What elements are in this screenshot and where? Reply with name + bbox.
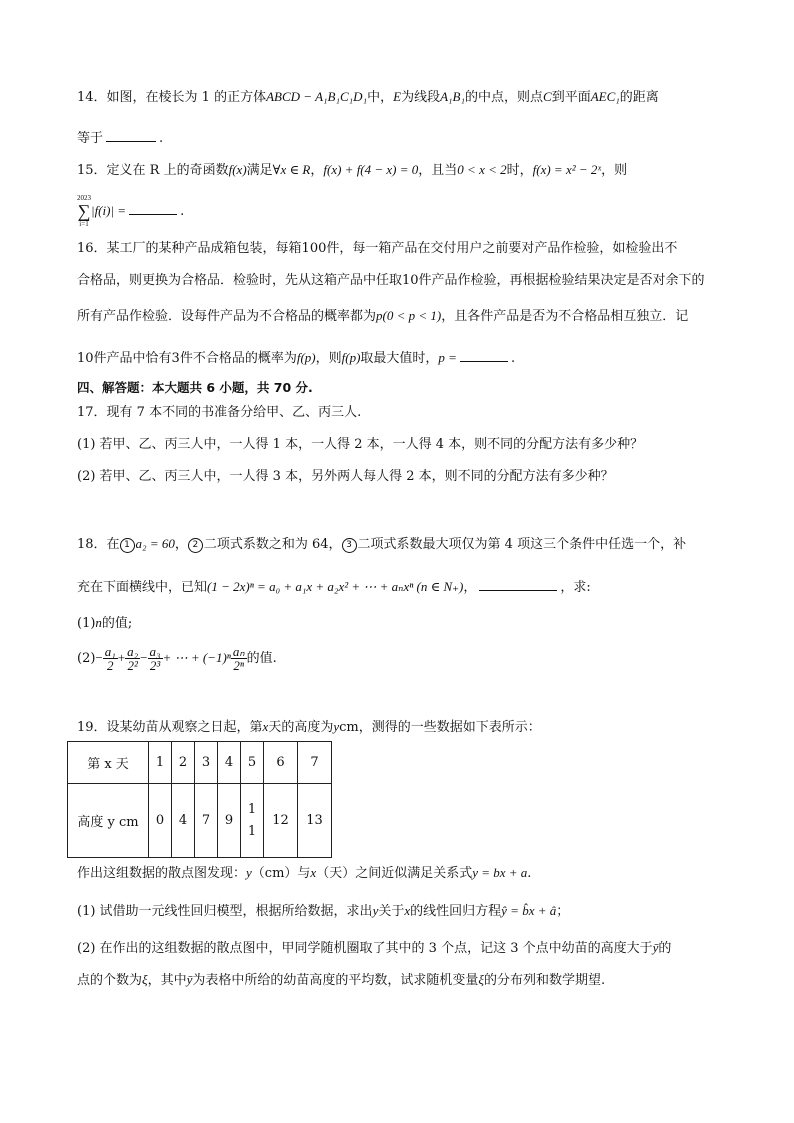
q16-text: . bbox=[510, 351, 516, 366]
q19-part2-line2 bbox=[77, 971, 734, 990]
q19-text: cm，测得的一些数据如下表所示： bbox=[339, 720, 541, 735]
q15-text: 时， bbox=[506, 163, 533, 178]
q18-number: 18．在 bbox=[77, 537, 120, 552]
q14-text: 的中点，则点 bbox=[465, 90, 544, 105]
q18-text: ， bbox=[463, 580, 477, 595]
q16-math: p = bbox=[438, 350, 457, 365]
q14-plane: AEC₁ bbox=[590, 89, 620, 104]
q19-part1 bbox=[77, 902, 734, 921]
q15-text: 满足 bbox=[246, 163, 273, 178]
q19-text: (1) 试借助一元线性回归模型，根据所给数据，求出 bbox=[77, 904, 373, 919]
q14-line1 bbox=[77, 88, 734, 107]
q16-math: p(0 < p < 1) bbox=[376, 308, 442, 323]
table-row bbox=[68, 742, 332, 784]
q19-text: ，其中 bbox=[147, 973, 187, 988]
fraction bbox=[231, 645, 247, 672]
q19-text: ； bbox=[556, 904, 570, 919]
q19-text: （天）之间近似满足关系式 bbox=[316, 866, 473, 881]
q14-text: . bbox=[159, 131, 164, 146]
q16-text: 合格品，则更换为合格品．检验时，先从这箱产品中任取10件产品作检验，再根据检验结果决定是否对余下的 bbox=[77, 273, 705, 288]
height-cell: 4 bbox=[172, 784, 195, 858]
section-heading: 四、解答题：本大题共 6 小题，共 70 分. bbox=[77, 380, 313, 395]
fraction bbox=[103, 645, 118, 672]
q19-text: 的 bbox=[658, 941, 672, 956]
q16-line2 bbox=[77, 272, 734, 290]
q16-answer-blank[interactable] bbox=[460, 347, 508, 362]
q15-math: f(x) + f(4 − x) = 0 bbox=[323, 162, 419, 177]
row-label-height: 高度 y cm bbox=[68, 784, 149, 858]
q14-text: 如图，在棱长为 1 的正方体 bbox=[106, 90, 267, 105]
q14-point-c: C bbox=[543, 89, 552, 104]
q19-regression: ŷ = b̂x + â bbox=[501, 903, 557, 918]
q18-math: + ⋯ + (−1)ⁿ bbox=[162, 650, 231, 665]
sum-lower: i=1 bbox=[79, 220, 89, 228]
sum-sigma: ∑ bbox=[77, 201, 91, 221]
q18-condition-blank[interactable] bbox=[479, 576, 557, 591]
q16-line4 bbox=[77, 347, 734, 368]
q15-math: f(x) = x² − 2ˣ bbox=[532, 162, 602, 177]
circled-two: 2 bbox=[188, 538, 203, 553]
q19-math: ξ bbox=[142, 972, 148, 987]
q19-text: 的线性回归方程 bbox=[410, 904, 502, 919]
q14-answer-blank[interactable] bbox=[106, 127, 156, 142]
q15-math: 0 < x < 2 bbox=[457, 162, 507, 177]
q14-segment: A₁B₁ bbox=[440, 89, 465, 104]
day-cell: 4 bbox=[218, 742, 241, 784]
q15-text: ，则 bbox=[601, 163, 628, 178]
q19-line1 bbox=[77, 718, 734, 737]
height-cell: 1 1 bbox=[241, 784, 264, 858]
day-cell: 2 bbox=[172, 742, 195, 784]
height-cell: 7 bbox=[195, 784, 218, 858]
day-cell: 7 bbox=[298, 742, 332, 784]
frac-den: 2² bbox=[127, 658, 138, 673]
q19-math: x bbox=[262, 719, 269, 734]
q18-option2: 二项式系数之和为 64， bbox=[203, 537, 342, 552]
q14-line2 bbox=[77, 127, 734, 148]
q16-text: 所有产品作检验．设每件产品为不合格品的概率都为 bbox=[77, 309, 377, 324]
q16-text: 取最大值时， bbox=[360, 351, 439, 366]
height-cell: 13 bbox=[298, 784, 332, 858]
q19-text: 作出这组数据的散点图发现： bbox=[77, 866, 247, 881]
q16-text: 10件产品中恰有3件不合格品的概率为 bbox=[77, 351, 297, 366]
day-cell: 6 bbox=[264, 742, 298, 784]
q19-text: . bbox=[527, 866, 532, 881]
q15-text: . bbox=[180, 204, 185, 219]
q15-line2 bbox=[77, 194, 734, 229]
q18-text: 的值. bbox=[246, 651, 277, 666]
height-cell: 12 bbox=[264, 784, 298, 858]
q16-math: f(p) bbox=[341, 350, 361, 365]
q19-math: y bbox=[372, 903, 379, 918]
q16-line3 bbox=[77, 307, 734, 326]
q14-text: 到平面 bbox=[551, 90, 591, 105]
q18-line2 bbox=[77, 576, 734, 597]
frac-num: a₂ bbox=[127, 644, 139, 659]
day-cell: 5 bbox=[241, 742, 264, 784]
q18-part2: (2)− $\frac{\text{a₁}}{2}$ + $\frac{\text{a₂}}{\text{2²}}$ − $\frac{\text{a₃}}{\text{2³}}$ + ⋯ + (−1)ⁿ $\frac{\text{aₙ}}{\text{2ⁿ}}$ 的值. bbox=[77, 644, 277, 673]
q18-text: 的值; bbox=[101, 616, 133, 631]
q14-point-e: E bbox=[393, 89, 402, 104]
q19-text: (2) 在作出的这组数据的散点图中，甲同学随机圈取了其中的 3 个点，记这 3 个点中幼苗的高度大于 bbox=[77, 941, 653, 956]
q14-text: 为线段 bbox=[401, 90, 441, 105]
q19-text: 为表格中所给的幼苗高度的平均数，试求随机变量 bbox=[192, 973, 479, 988]
height-cell: 9 bbox=[218, 784, 241, 858]
q18-option1: a₂ = 60 bbox=[135, 536, 175, 551]
q14-cube-expr: ABCD − A₁B₁C₁D₁ bbox=[266, 89, 368, 104]
q18-option3: 二项式系数最大项仅为第 4 项这三个条件中任选一个，补 bbox=[357, 537, 687, 552]
q15-line1 bbox=[77, 161, 734, 180]
q19-text: （cm）与 bbox=[251, 866, 311, 881]
growth-data-table bbox=[67, 741, 332, 858]
q15-summation bbox=[77, 194, 91, 229]
q19-math: y bbox=[333, 719, 340, 734]
q18-math: n bbox=[95, 615, 102, 630]
q18-text: 充在下面横线中，已知 bbox=[77, 580, 208, 595]
q15-math: f(x) bbox=[228, 162, 247, 177]
q19-math: ȳ bbox=[186, 972, 193, 987]
frac-num: aₙ bbox=[232, 644, 245, 659]
q16-text: 某工厂的某种产品成箱包装，每箱100件，每一箱产品在交付用户之前要对产品作检验，如检验出不 bbox=[106, 241, 678, 256]
q15-text: 定义在 R 上的奇函数 bbox=[106, 163, 229, 178]
q15-answer-blank[interactable] bbox=[129, 200, 177, 215]
q15-number: 15． bbox=[77, 163, 107, 178]
q19-part2-line1 bbox=[77, 939, 734, 958]
q15-math: |f(i)| = bbox=[91, 203, 127, 218]
q18-text: ， bbox=[174, 537, 188, 552]
circled-three: 3 bbox=[342, 538, 357, 553]
q18-text: ，求: bbox=[560, 580, 591, 595]
q18-part1 bbox=[77, 614, 734, 633]
q16-text: ，则 bbox=[315, 351, 342, 366]
q14-text: 中， bbox=[367, 90, 394, 105]
q18-line1 bbox=[77, 535, 734, 554]
q19-math: ξ bbox=[478, 972, 484, 987]
q14-text: 的距离 bbox=[619, 90, 659, 105]
q18-text: (2) bbox=[77, 651, 96, 666]
circled-one: 1 bbox=[120, 538, 135, 553]
day-cell: 1 bbox=[149, 742, 172, 784]
day-cell: 3 bbox=[195, 742, 218, 784]
q19-line2 bbox=[77, 864, 734, 883]
q15-math: ∀x ∈ R bbox=[272, 162, 311, 177]
q18-expansion: (1 − 2x)ⁿ = a₀ + a₁x + a₂x² + ⋯ + aₙxⁿ (n ∈ N₊) bbox=[207, 579, 464, 594]
q16-math: f(p) bbox=[296, 350, 316, 365]
frac-num: a₁ bbox=[104, 644, 116, 659]
fraction bbox=[148, 645, 163, 672]
frac-num: a₃ bbox=[149, 644, 161, 659]
q16-number: 16． bbox=[77, 241, 107, 256]
q19-text: 天的高度为 bbox=[268, 720, 334, 735]
q17-line1: 17．现有 7 本不同的书准备分给甲、乙、丙三人. bbox=[77, 405, 362, 420]
q14-text: 等于 bbox=[77, 131, 104, 146]
row-label-day: 第 x 天 bbox=[68, 742, 149, 784]
q16-line1 bbox=[77, 240, 734, 258]
frac-den: 2ⁿ bbox=[233, 658, 245, 673]
height-cell: 0 bbox=[149, 784, 172, 858]
q19-math: y bbox=[246, 865, 252, 880]
table-row bbox=[68, 784, 332, 858]
q19-text: 的分布列和数学期望. bbox=[483, 973, 606, 988]
q17-part1: (1) 若甲、乙、丙三人中，一人得 1 本，一人得 2 本，一人得 4 本，则不同的分配方法有多少种？ bbox=[77, 437, 644, 452]
q19-relation: y = bx + a bbox=[472, 865, 528, 880]
q14-number: 14． bbox=[77, 90, 107, 105]
q18-text: (1) bbox=[77, 616, 96, 631]
q19-math: x bbox=[310, 865, 317, 880]
q19-math: x bbox=[404, 903, 411, 918]
q15-text: ， bbox=[310, 163, 324, 178]
sum-upper: 2023 bbox=[77, 194, 91, 202]
q15-text: ，且当 bbox=[418, 163, 458, 178]
q17-part2: (2) 若甲、乙、丙三人中，一人得 3 本，另外两人每人得 2 本，则不同的分配方法有多少种？ bbox=[77, 469, 614, 484]
q19-text: 19．设某幼苗从观察之日起，第 bbox=[77, 720, 263, 735]
frac-den: 2 bbox=[107, 658, 114, 673]
fraction bbox=[125, 645, 140, 672]
q19-text: 关于 bbox=[378, 904, 405, 919]
q19-math: ȳ bbox=[652, 940, 659, 955]
q16-text: ，且各件产品是否为不合格品相互独立．记 bbox=[441, 309, 689, 324]
q19-text: 点的个数为 bbox=[77, 973, 143, 988]
frac-den: 2³ bbox=[149, 658, 161, 673]
